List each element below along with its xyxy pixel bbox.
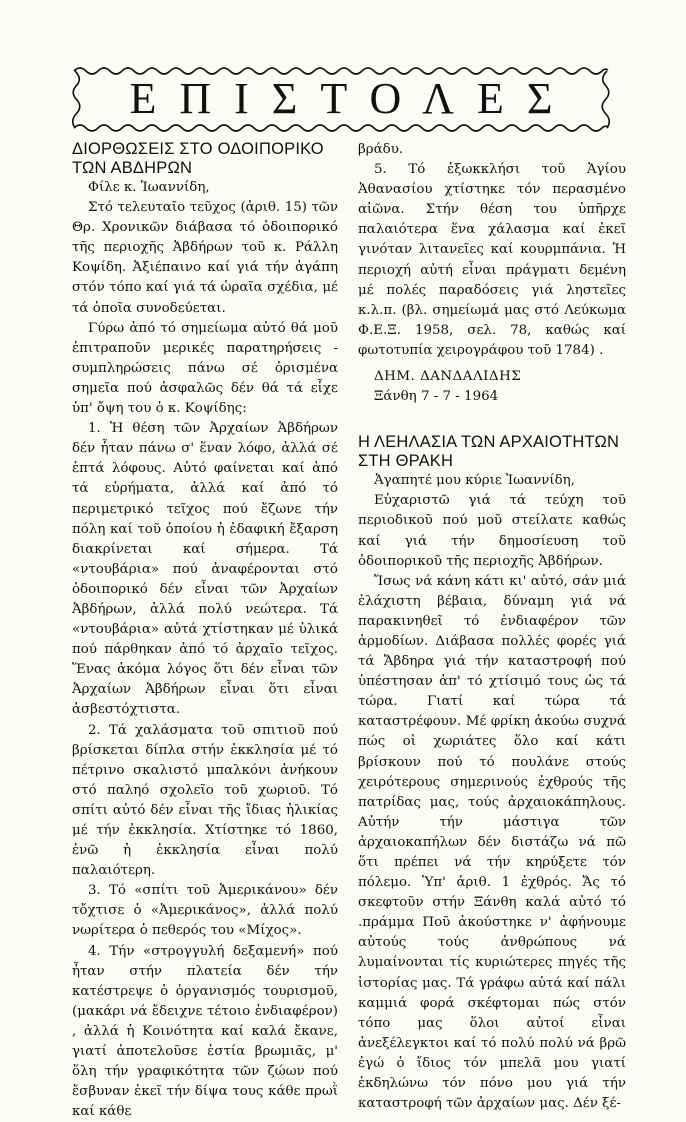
letter2-heading-line2: ΣΤΗ ΘΡΑΚΗ [358,452,454,471]
letter1-paragraph-6: 5. Τό ἐξωκκλήσι τοῦ Ἁγίου Ἀθανασίου χτίστηκε τόν περασμένο αἰῶνα. Στήν θέση του ὑπῆρχε παλαιότερα ἕνα χάλασμα καί ἐκεῖ γινόταν λιτανεῖες καί κουρμπάνια. Ἡ περιοχή αὐτή εἶναι πράγματι δεμένη μέ πολές παραδόσεις γιά ληστεῖες κ.λ.π. (βλ. σημείωμά μας στό Λεύκωμα Φ.Ε.Ξ. 1958, σελ. 78, καθώς καί φωτοτυπία χειρογράφου τοῦ 1784) . [358,162,626,358]
letter2-heading [358,433,626,471]
letter1-paragraph-continuation: βράδυ. [358,142,404,157]
letter1-paragraph-2: 1. Ἡ θέση τῶν Ἀρχαίων Ἀβδήρων δέν ἦταν πάνω σ' ἕναν λόφο, ἀλλά σέ ἑπτά λόφους. Αὐτό φαίνεται καί ἀπό τά εὑρήματα, ἀλλά καί ἀπό τό περιμετρικό τεῖχος πού ἔζωνε τήν πόλη καί τοῦ ὁποίου ἡ ἐδαφική ἔξαρση διακρίνεται καί σήμερα. Τά «ντουβάρια» πού ἀναφέρονται στό ὁδοιπορικό δέν εἶναι τῶν Ἀρχαίων Ἀβδήρων, ἀλλά πολύ νεώτερα. Τά «ντουβάρια» αὐτά χτίστηκαν μέ ὑλικά πού πάρθηκαν ἀπό τό ἀρχαῖο τεῖχος. Ἕνας ἀκόμα λόγος ὅτι δέν εἶναι τῶν Ἀρχαίων Ἀβδήρων εἶναι ὅτι εἶναι ἀσβεστόχτιστα. [72,421,338,718]
letter1-paragraph-4: 3. Τό «σπίτι τοῦ Ἀμερικάνου» δέν τὄχτισε ὁ «Ἀμερικάνος», ἀλλά πολύ νωρίτερα ὁ πεθερός του «Μίχος». [72,883,338,939]
letter1-paragraph-0: Στό τελευταῖο τεῦχος (ἀριθ. 15) τῶν Θρ. Χρονικῶν διάβασα τό ὁδοιπορικό τῆς περιοχῆς Ἀβδήρων τοῦ κ. Ράλλη Κοψίδη. Ἀξιέπαινο καί γιά τήν ἀγάπη στόν τόπο καί γιά τά ὡραῖα σχέδια, μέ τά ὁποῖα συνοδεύεται. [72,200,338,316]
left-column [72,140,338,1122]
right-column [358,140,626,1114]
letter1-paragraph-1: Γύρω ἀπό τό σημείωμα αὐτό θά μοῦ ἐπιτραποῦν μερικές παρατηρήσεις - συμπληρώσεις πάνω σέ ὁρισμένα σημεῖα πού ἀσφαλῶς δέν θά τά εἶχε ὑπ' ὄψη του ὁ κ. Κοψίδης: [72,320,338,417]
letter2-greeting: Ἀγαπητέ μου κύριε Ἰωαννίδη, [374,473,575,489]
letter1-greeting: Φίλε κ. Ἰωαννίδη, [88,180,210,195]
letter1-signature: ΔΗΜ. ΔΑΝΔΑΛΙΔΗΣ [374,369,522,385]
letter1-heading [72,140,338,178]
letter1-paragraph-3: 2. Τά χαλάσματα τοῦ σπιτιοῦ πού βρίσκεται δίπλα στήν ἐκκλησία μέ τό πέτρινο σκαλιστό μπαλκόνι ἀνήκουν στό παληό σχολεῖο τοῦ χωριοῦ. Τό σπίτι αὐτό δέν εἶναι τῆς ἴδιας ἡλικίας μέ τήν ἐκκλησία. Χτίστηκε τό 1860, ἐνῶ ἡ ἐκκλησία εἶναι πολύ παλαιότερη. [72,722,338,879]
letter1-heading-line2: ΤΩΝ ΑΒΔΗΡΩΝ [72,159,193,177]
letter1-heading-line1: ΔΙΟΡΘΩΣΕΙΣ ΣΤΟ ΟΔΟΙΠΟΡΙΚΟ [72,140,324,158]
letter1-paragraph-5: 4. Τήν «στρογγυλή δεξαμενή» πού ἦταν στήν πλατεία δέν τήν κατέστρεψε ὁ ὀργανισμός τουρισμοῦ, (μακάρι νά ἔδειχνε τέτοιο ἐνδιαφέρον) , ἀλλά ἡ Κοινότητα καί καλά ἔκανε, γιατί ἀποτελοῦσε ἑστία βρωμιᾶς, μ' ὅλη τήν γραφικότητα τῶν ζώων πού ἔσβυναν ἐκεῖ τήν δίψα τους κάθε πρωῒ καί κάθε [72,943,338,1120]
letter2-paragraph-1: Ἴσως νά κάνη κάτι κι' αὐτό, σάν μιά ἐλάχιστη βέβαια, δύναμη γιά νά παρακινηθεῖ τό ἐνδιαφέρον τῶν ἁρμοδίων. Διάβασα πολλές φορές γιά τά Ἄβδηρα γιά τήν καταστροφή πού ὑπέστησαν ἀπ' τό χτίσιμό τους ὡς τά τώρα. Γιατί καί τώρα τά καταστρέφουν. Μέ φρίκη ἀκούω συχνά πώς οἱ χωριάτες ὅλο καί κάτι βρίσκουν πού τό πουλάνε στούς χειρότερους σημερινούς ἐχθρούς τῆς πατρίδας μας, τούς ἀρχαιοκάπηλους. Αὐτήν τήν μάστιγα τῶν ἀρχαιοκαπήλων δέν διστάζω νά πῶ ὅτι πρέπει νά τήν κηρύξετε τόν πόλεμο. Ὑπ' ἀριθ. 1 ἐχθρός. Ἄς τό σκεφτοῦν στήν Ξάνθη καλά αὐτό τό .πράμμα Ποῦ ἀκούστηκε ν' ἀφήνουμε αὐτούς τούς ἀνθρώπους νά λυμαίνονται τίς κυριώτερες πηγές τῆς ἱστορίας μας. Τά γράφω αὐτά καί πάλι καμμιά φορά σκέφτομαι πώς στόν τόπο μας ὅλοι αὐτοί εἶναι ἀνεξέλεγκτοι καί τό πολύ πολύ νά βρῶ ἐγώ ὁ ἴδιος τόν μπελᾶ μου γιατί ἐκδηλώνω τόν πόνο μου γιά τήν καταστροφή τῶν ἀρχαίων μας. Δέν ξέ- [358,573,626,1112]
letter1-place-date: Ξάνθη 7 - 7 - 1964 [374,389,499,405]
section-banner [72,62,610,136]
letter2-heading-line1: Η ΛΕΗΛΑΣΙΑ ΤΩΝ ΑΡΧΑΙΟΤΗΤΩΝ [358,433,620,452]
letter2-paragraph-0: Εὐχαριστῶ γιά τά τεύχη τοῦ περιοδικοῦ πού μοῦ στείλατε καθώς καί γιά τήν δημοσίευση τοῦ ὁδοιπορικοῦ τῆς περιοχῆς Ἀβδήρων. [358,493,626,569]
banner-title: ΕΠΙΣΤΟΛΕΣ [129,74,576,123]
